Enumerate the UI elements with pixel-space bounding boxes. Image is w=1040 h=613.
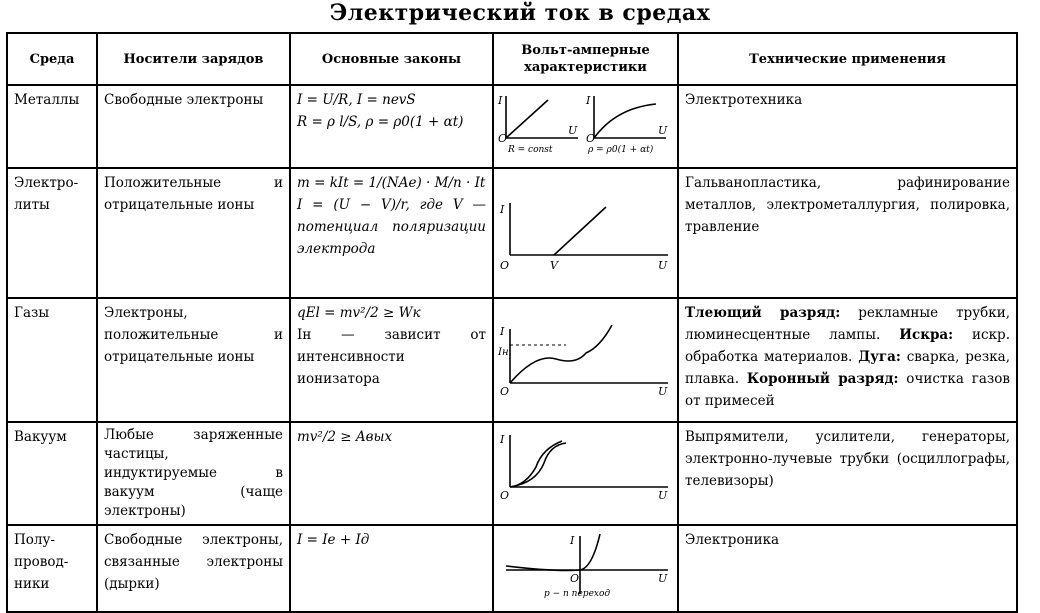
svg-text:O: O [498, 132, 508, 145]
cell-laws [290, 422, 493, 525]
table-row [7, 422, 1017, 525]
graph-label: V [550, 259, 558, 272]
apps-bold: Искра: [899, 327, 954, 343]
apps-text: искр. обработка материалов. [685, 327, 1010, 365]
cell-apps: Электротехника [678, 85, 1017, 168]
cell-laws [290, 168, 493, 298]
cell-carriers: Положительные и отрицательные ионы [97, 168, 290, 298]
cell-medium: Вакуум [7, 422, 97, 525]
svg-text:I: I [500, 325, 505, 338]
apps-text: сварка, резка, плавка. [685, 349, 1011, 387]
svg-text:U: U [658, 385, 668, 398]
svg-text:O: O [500, 489, 510, 501]
cell-laws [290, 525, 493, 612]
svg-text:O: O [570, 572, 580, 585]
law-line: I = Iе + Iд [297, 532, 370, 548]
law-line: qEl = mv²/2 ≥ Wк [297, 305, 421, 321]
graph-label: Iн [498, 347, 509, 358]
header-iv: Вольт-амперные характеристики [493, 33, 678, 85]
svg-text:I: I [500, 433, 505, 446]
table-row [7, 525, 1017, 612]
cell-laws [290, 298, 493, 422]
cell-carriers: Электроны, положительные и отрицательные ионы [97, 298, 290, 422]
apps-bold: Тлеющий разряд: [685, 305, 841, 321]
svg-text:U: U [658, 124, 668, 137]
header-apps: Технические применения [678, 33, 1017, 85]
cell-graph [493, 525, 678, 612]
cell-medium: Газы [7, 298, 97, 422]
iv-graph-metals [496, 90, 676, 156]
law-line: m = kIt = 1/(NAe) · M/n · It [297, 175, 486, 191]
page-title: Электрический ток в средах [329, 0, 711, 26]
svg-text:O: O [586, 132, 596, 145]
cell-medium: Электро-литы [7, 168, 97, 298]
svg-text:O: O [500, 259, 510, 272]
svg-text:U: U [658, 489, 668, 501]
cell-apps: Выпрямители, усилители, генераторы, электронно-лучевые трубки (осциллографы, телевизоры) [678, 422, 1017, 525]
cell-medium: Металлы [7, 85, 97, 168]
law-line: R = ρ l/S, ρ = ρ0(1 + αt) [297, 114, 464, 130]
cell-graph [493, 85, 678, 168]
header-medium: Среда [7, 33, 97, 85]
cell-graph [493, 298, 678, 422]
cell-graph [493, 168, 678, 298]
header-carriers: Носители зарядов [97, 33, 290, 85]
cell-carriers: Любые заряженные частицы, индуктируемые в вакуум (чаще электроны) [97, 422, 290, 525]
graph-label: p − n переход [544, 589, 611, 599]
cell-laws [290, 85, 493, 168]
header-row [7, 33, 1017, 85]
cell-medium: Полу-провод-ники [7, 525, 97, 612]
table-row [7, 168, 1017, 298]
apps-bold: Дуга: [858, 349, 901, 365]
cell-graph [493, 422, 678, 525]
table-row [7, 298, 1017, 422]
svg-text:U: U [658, 572, 668, 585]
cell-carriers: Свободные электроны [97, 85, 290, 168]
graph-label: R = const [508, 145, 553, 155]
svg-text:I: I [570, 534, 575, 547]
svg-text:I: I [586, 94, 591, 107]
apps-text: рекламные трубки, люминесцентные лампы. [685, 305, 1010, 343]
header-laws: Основные законы [290, 33, 493, 85]
law-line: mv²/2 ≥ Aвых [297, 429, 393, 445]
iv-graph-electrolytes [496, 173, 676, 283]
svg-text:I: I [500, 203, 505, 216]
table-row [7, 85, 1017, 168]
iv-graph-vacuum [496, 427, 676, 501]
law-line: Iн — зависит от интенсивности ионизатора [297, 327, 486, 387]
cell-carriers: Свободные электроны, связанные электроны (дырки) [97, 525, 290, 612]
graph-label: ρ = ρ0(1 + αt) [588, 145, 654, 155]
svg-text:U: U [658, 259, 668, 272]
iv-graph-gases [496, 303, 676, 403]
iv-graph-semiconductors [496, 530, 676, 600]
cell-apps: Гальванопластика, рафинирование металлов, электрометаллургия, полировка, травление [678, 168, 1017, 298]
svg-text:I: I [498, 94, 503, 107]
apps-bold: Коронный разряд: [746, 371, 899, 387]
svg-text:O: O [500, 385, 510, 398]
cell-apps [678, 298, 1017, 422]
law-line: I = (U − V)/r, где V — потенциал поляризации электрода [297, 197, 486, 257]
media-table [6, 32, 1018, 613]
svg-text:U: U [568, 124, 578, 137]
cell-apps: Электроника [678, 525, 1017, 612]
apps-text: очистка газов от примесей [685, 371, 1010, 409]
law-line: I = U/R, I = nevS [297, 92, 416, 108]
